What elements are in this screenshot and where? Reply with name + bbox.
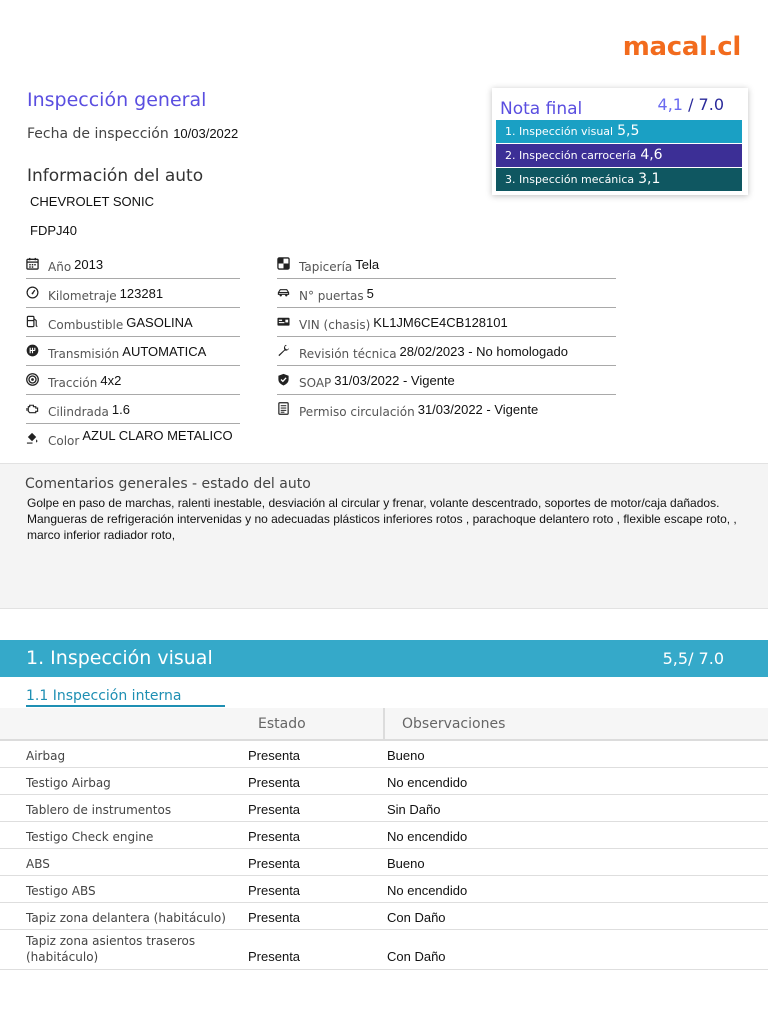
calendar-icon	[26, 257, 39, 270]
attr-value: Tela	[355, 257, 380, 272]
row-observacion: Bueno	[387, 748, 425, 763]
final-score-value	[658, 95, 724, 114]
attr-anio	[26, 250, 240, 279]
attr-label: Transmisión	[48, 347, 120, 361]
attr-value: 2013	[74, 257, 104, 272]
comments-section	[0, 463, 768, 609]
attr-value: AZUL CLARO METALICO	[82, 428, 233, 443]
attr-combustible	[26, 308, 240, 337]
inspection-date-label: Fecha de inspección	[27, 126, 169, 142]
score-row-label: 3. Inspección mecánica	[505, 173, 635, 186]
row-item: ABS	[26, 857, 50, 871]
attr-color	[26, 424, 266, 453]
attr-permiso-circulacion	[277, 395, 616, 424]
row-item: Testigo Airbag	[26, 776, 111, 790]
score-row-visual[interactable]	[496, 120, 742, 143]
table-row	[0, 876, 768, 903]
attr-value: 4x2	[100, 373, 122, 388]
subsection-title: 1.1 Inspección interna	[26, 688, 182, 704]
column-header-observaciones: Observaciones	[402, 716, 506, 732]
car-model: CHEVROLET SONIC	[30, 194, 155, 209]
row-observacion: Sin Daño	[387, 802, 441, 817]
attr-label: Kilometraje	[48, 289, 117, 303]
row-estado: Presenta	[248, 883, 301, 898]
attr-value: AUTOMATICA	[122, 344, 207, 359]
id-card-icon	[277, 315, 290, 328]
row-item: Testigo Check engine	[26, 830, 154, 844]
attr-revision-tecnica	[277, 337, 616, 366]
section-visual-header	[0, 640, 768, 677]
attr-soap	[277, 366, 616, 395]
attr-traccion	[26, 366, 240, 395]
attr-vin	[277, 308, 616, 337]
comments-title: Comentarios generales - estado del auto	[25, 476, 311, 492]
attr-kilometraje	[26, 279, 240, 308]
attr-label: SOAP	[299, 376, 332, 390]
table-row	[0, 768, 768, 795]
attr-value: 1.6	[111, 402, 130, 417]
paint-bucket-icon	[26, 431, 39, 444]
attr-value: 28/02/2023 - No homologado	[399, 344, 568, 359]
section-visual-score: 5,5/ 7.0	[662, 649, 724, 668]
final-score-card	[492, 88, 748, 195]
section-visual-title: 1. Inspección visual	[26, 647, 213, 669]
car-icon	[277, 286, 290, 299]
score-row-value: 4,6	[640, 147, 663, 163]
inspection-date	[27, 126, 238, 142]
row-item: Tapiz zona asientos traseros (habitáculo)	[26, 934, 196, 964]
row-observacion: No encendido	[387, 775, 468, 790]
car-plate: FDPJ40	[30, 223, 77, 238]
row-observacion: Con Daño	[387, 949, 446, 964]
brand-logo: macal.cl	[622, 32, 741, 62]
attr-value: 31/03/2022 - Vigente	[417, 402, 539, 417]
inspection-table	[0, 708, 768, 970]
comments-body: Golpe en paso de marchas, ralenti inestable, desviación al circular y frenar, volante descentrado, soportes de motor/caja dañados. Mangueras de refrigeración intervenidas y no adecuadas plásticos inferiores rotos , parachoque delantero roto , flexible escape roto, , marco inferior radiador roto,	[27, 496, 737, 542]
attr-tapiceria	[277, 250, 616, 279]
engine-icon	[26, 402, 39, 415]
shield-icon	[277, 373, 290, 386]
final-score-number: 4,1	[657, 95, 683, 114]
column-header-estado: Estado	[258, 716, 306, 732]
score-row-mecanica[interactable]	[496, 168, 742, 191]
attr-label: VIN (chasis)	[299, 318, 371, 332]
inspection-date-value: 10/03/2022	[173, 126, 239, 141]
row-estado: Presenta	[248, 856, 301, 871]
row-observacion: No encendido	[387, 883, 468, 898]
gauge-icon	[26, 286, 39, 299]
upholstery-icon	[277, 257, 290, 270]
attr-puertas	[277, 279, 616, 308]
attr-value: GASOLINA	[126, 315, 193, 330]
attr-label: Revisión técnica	[299, 347, 397, 361]
attr-transmision	[26, 337, 240, 366]
final-score-title: Nota final	[500, 99, 583, 119]
row-item: Tapiz zona delantera (habitáculo)	[26, 911, 226, 925]
table-row	[0, 849, 768, 876]
score-row-label: 1. Inspección visual	[505, 125, 614, 138]
attr-label: Cilindrada	[48, 405, 109, 419]
row-estado: Presenta	[248, 802, 301, 817]
car-info-title: Información del auto	[27, 166, 204, 186]
attr-value: 123281	[119, 286, 164, 301]
attr-label: Tapicería	[299, 260, 353, 274]
attr-value: 31/03/2022 - Vigente	[334, 373, 455, 388]
page-title: Inspección general	[27, 89, 207, 111]
row-item: Tablero de instrumentos	[26, 803, 172, 817]
table-row	[0, 795, 768, 822]
subsection-underline	[26, 705, 225, 707]
fuel-pump-icon	[26, 315, 39, 328]
attr-label: N° puertas	[299, 289, 364, 303]
score-row-carroceria[interactable]	[496, 144, 742, 167]
traction-icon	[26, 373, 39, 386]
row-observacion: Bueno	[387, 856, 425, 871]
row-observacion: No encendido	[387, 829, 468, 844]
table-row	[0, 903, 768, 930]
table-row	[0, 741, 768, 768]
column-divider	[383, 708, 385, 741]
table-row	[0, 822, 768, 849]
attr-label: Color	[48, 434, 80, 448]
row-estado: Presenta	[248, 829, 301, 844]
attr-label: Año	[48, 260, 72, 274]
final-score-max: / 7.0	[688, 95, 724, 114]
table-header	[0, 708, 768, 741]
row-estado: Presenta	[248, 748, 301, 763]
wrench-icon	[277, 344, 290, 357]
gearbox-icon	[26, 344, 39, 357]
attr-cilindrada	[26, 395, 240, 424]
attr-value: KL1JM6CE4CB128101	[373, 315, 508, 330]
row-observacion: Con Daño	[387, 910, 446, 925]
attr-label: Tracción	[48, 376, 98, 390]
attr-label: Combustible	[48, 318, 124, 332]
attr-label: Permiso circulación	[299, 405, 415, 419]
score-row-value: 3,1	[638, 171, 661, 187]
score-row-value: 5,5	[617, 123, 640, 139]
score-row-label: 2. Inspección carrocería	[505, 149, 637, 162]
attr-value: 5	[366, 286, 374, 301]
document-icon	[277, 402, 290, 415]
table-row	[0, 930, 768, 970]
row-estado: Presenta	[248, 910, 301, 925]
row-item: Airbag	[26, 749, 66, 763]
row-estado: Presenta	[248, 775, 301, 790]
row-item: Testigo ABS	[26, 884, 96, 898]
row-estado: Presenta	[248, 949, 301, 964]
